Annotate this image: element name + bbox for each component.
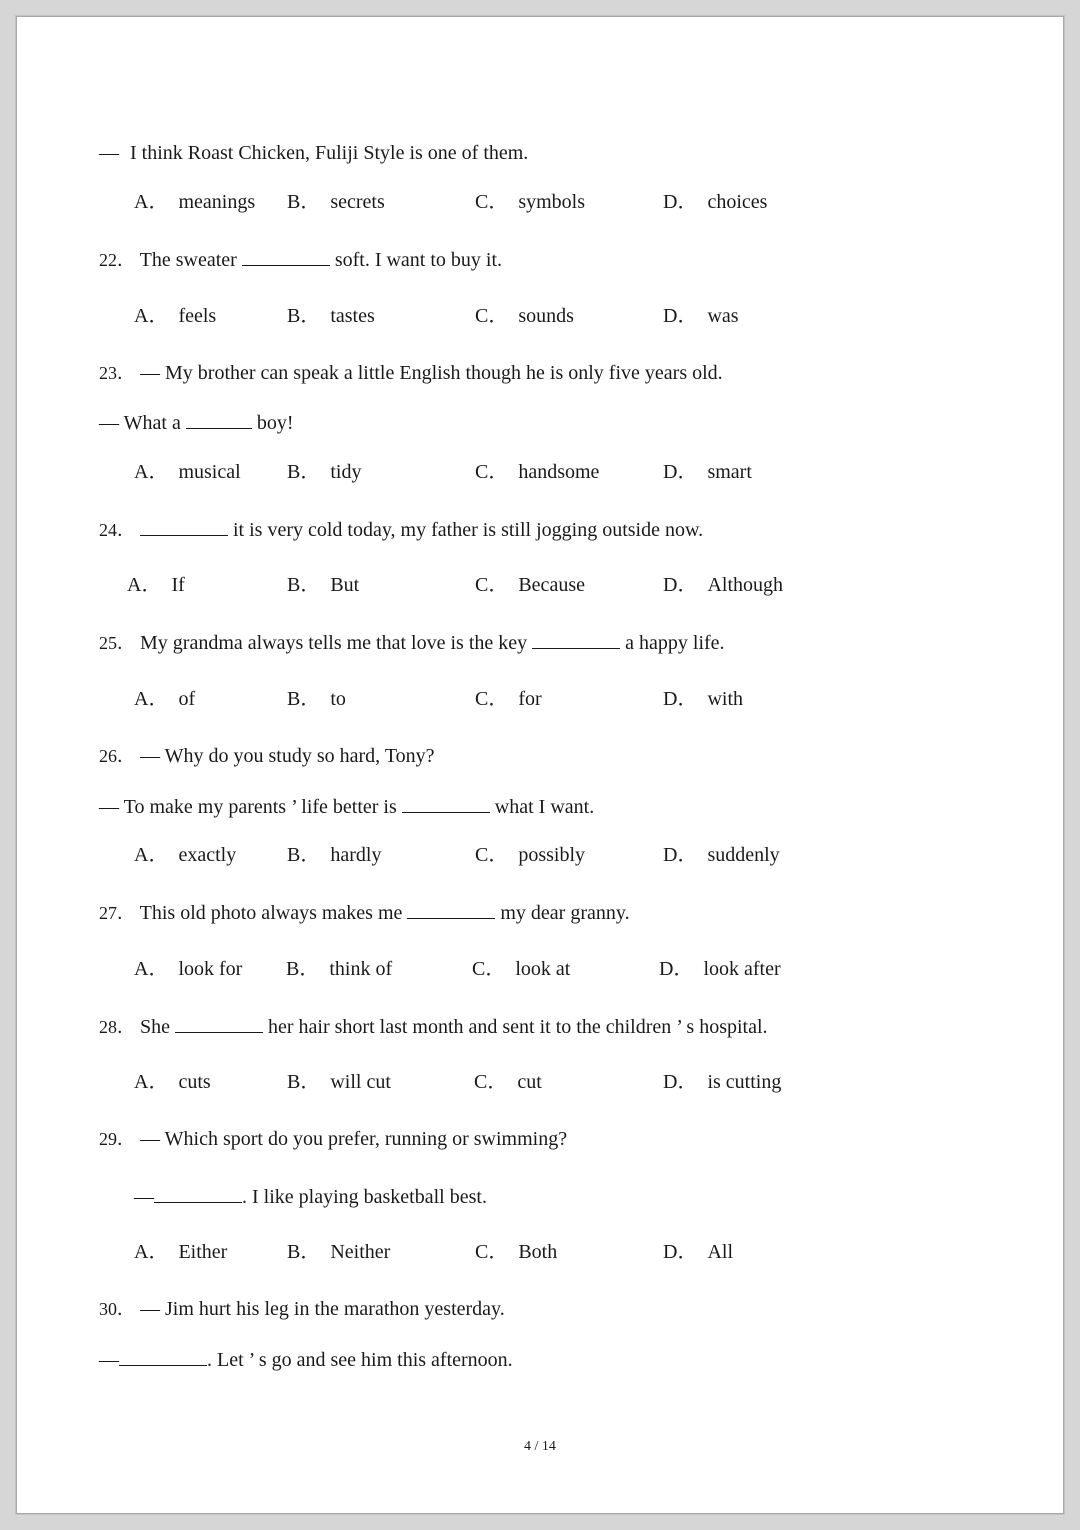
option-text: is cutting (707, 1071, 782, 1093)
question-30 (99, 1299, 505, 1319)
option-c[interactable] (475, 845, 585, 865)
option-text: musical (178, 461, 241, 483)
option-letter: D． (663, 1241, 698, 1263)
option-text: for (518, 688, 542, 710)
option-letter: A． (134, 191, 169, 213)
option-b[interactable] (287, 1242, 390, 1262)
question-text: — Why do you study so hard, Tony? (140, 745, 435, 767)
option-c[interactable] (472, 959, 570, 979)
option-text: tastes (330, 305, 375, 327)
option-d[interactable] (663, 575, 783, 595)
option-b[interactable] (286, 959, 392, 979)
question-29 (99, 1129, 567, 1149)
option-text: possibly (518, 844, 586, 866)
answer-blank[interactable] (407, 902, 495, 919)
option-text: Although (707, 574, 784, 596)
answer-blank[interactable] (140, 519, 228, 536)
question-number: 27． (99, 903, 135, 923)
reply-text: — (134, 1186, 154, 1208)
option-letter: A． (134, 688, 169, 710)
option-letter: D． (659, 958, 694, 980)
question-number: 29． (99, 1129, 135, 1149)
option-d[interactable] (663, 306, 739, 326)
page-number: 4 / 14 (524, 1439, 556, 1454)
option-letter: A． (134, 305, 169, 327)
option-c[interactable] (475, 192, 585, 212)
option-letter: C． (475, 574, 509, 596)
option-a[interactable] (134, 845, 236, 865)
answer-blank[interactable] (175, 1016, 263, 1033)
option-letter: C． (475, 305, 509, 327)
option-text: look for (178, 958, 243, 980)
option-letter: A． (134, 1071, 169, 1093)
option-c[interactable] (474, 1072, 542, 1092)
option-text: will cut (330, 1071, 391, 1093)
option-text: Both (518, 1241, 558, 1263)
option-text: look after (703, 958, 781, 980)
option-c[interactable] (475, 689, 542, 709)
option-c[interactable] (475, 1242, 557, 1262)
option-d[interactable] (663, 462, 752, 482)
option-letter: D． (663, 461, 698, 483)
option-letter: C． (475, 461, 509, 483)
exam-page (16, 16, 1064, 1514)
answer-blank[interactable] (186, 412, 252, 429)
option-text: sounds (518, 305, 574, 327)
question-28 (99, 1016, 768, 1037)
option-text: symbols (518, 191, 586, 213)
option-b[interactable] (287, 689, 346, 709)
reply-text: — To make my parents ’ life better is (99, 796, 397, 818)
option-text: choices (707, 191, 768, 213)
question-26-reply (99, 796, 594, 817)
option-a[interactable] (127, 575, 185, 595)
option-d[interactable] (663, 1242, 733, 1262)
option-letter: A． (134, 844, 169, 866)
answer-blank[interactable] (402, 796, 490, 813)
option-letter: B． (287, 844, 321, 866)
option-a[interactable] (134, 462, 241, 482)
option-letter: D． (663, 688, 698, 710)
question-text: The sweater (139, 249, 237, 271)
reply-text: . I like playing basketball best. (242, 1186, 487, 1208)
option-letter: B． (287, 305, 321, 327)
option-text: meanings (178, 191, 256, 213)
question-27 (99, 902, 630, 923)
option-letter: B． (287, 574, 321, 596)
question-number: 23． (99, 363, 135, 383)
question-text: My grandma always tells me that love is the key (140, 632, 528, 654)
option-c[interactable] (475, 462, 599, 482)
answer-blank[interactable] (154, 1186, 242, 1203)
question-number: 25． (99, 633, 135, 653)
option-b[interactable] (287, 1072, 391, 1092)
option-d[interactable] (663, 689, 743, 709)
option-letter: B． (287, 1241, 321, 1263)
option-a[interactable] (134, 959, 242, 979)
option-letter: A． (134, 461, 169, 483)
option-c[interactable] (475, 306, 574, 326)
reply-text: boy! (256, 412, 294, 434)
question-24 (99, 519, 703, 540)
option-letter: D． (663, 1071, 698, 1093)
question-25 (99, 632, 725, 653)
option-d[interactable] (663, 1072, 781, 1092)
option-c[interactable] (475, 575, 585, 595)
answer-blank[interactable] (532, 632, 620, 649)
reply-text: . Let ’ s go and see him this afternoon. (207, 1349, 513, 1371)
option-letter: C． (475, 844, 509, 866)
question-number: 28． (99, 1017, 135, 1037)
option-text: look at (515, 958, 571, 980)
option-text: cuts (178, 1071, 211, 1093)
option-letter: A． (127, 574, 162, 596)
option-letter: C． (475, 191, 509, 213)
question-number: 22． (99, 250, 135, 270)
option-d[interactable] (663, 845, 780, 865)
option-text: handsome (518, 461, 600, 483)
option-text: think of (329, 958, 393, 980)
option-text: with (707, 688, 744, 710)
reply-text: what I want. (494, 796, 595, 818)
question-text: it is very cold today, my father is still jogging outside now. (233, 519, 704, 541)
option-a[interactable] (134, 1072, 211, 1092)
question-text: — Which sport do you prefer, running or swimming? (140, 1128, 568, 1150)
option-text: smart (707, 461, 752, 483)
question-22 (99, 249, 502, 270)
question-29-reply (134, 1186, 487, 1207)
option-b[interactable] (287, 845, 381, 865)
question-text: her hair short last month and sent it to the children ’ s hospital. (268, 1016, 768, 1038)
option-letter: C． (474, 1071, 508, 1093)
reply-text: — What a (99, 412, 181, 434)
option-letter: D． (663, 305, 698, 327)
question-23-reply (99, 412, 294, 433)
option-b[interactable] (287, 575, 359, 595)
option-letter: B． (286, 958, 320, 980)
option-letter: C． (475, 688, 509, 710)
option-letter: B． (287, 688, 321, 710)
dash: — (99, 142, 119, 164)
option-text: hardly (330, 844, 382, 866)
option-d[interactable] (663, 192, 767, 212)
question-30-reply (99, 1349, 513, 1370)
option-text: cut (517, 1071, 542, 1093)
answer-blank[interactable] (119, 1349, 207, 1366)
answer-blank[interactable] (242, 249, 330, 266)
option-text: of (178, 688, 196, 710)
option-letter: D． (663, 844, 698, 866)
question-text: She (140, 1016, 170, 1038)
option-b[interactable] (287, 306, 375, 326)
question-text: a happy life. (625, 632, 725, 654)
question-number: 26． (99, 746, 135, 766)
option-letter: D． (663, 574, 698, 596)
option-letter: A． (134, 1241, 169, 1263)
option-a[interactable] (134, 1242, 227, 1262)
option-a[interactable] (134, 192, 255, 212)
question-text: — My brother can speak a little English though he is only five years old. (140, 362, 723, 384)
question-text: — Jim hurt his leg in the marathon yesterday. (140, 1298, 505, 1320)
option-b[interactable] (287, 192, 385, 212)
question-text: my dear granny. (500, 902, 630, 924)
option-text: All (707, 1241, 734, 1263)
option-letter: C． (475, 1241, 509, 1263)
question-23 (99, 363, 723, 383)
option-b[interactable] (287, 462, 361, 482)
option-text: exactly (178, 844, 237, 866)
option-text: to (330, 688, 346, 710)
option-text: feels (178, 305, 217, 327)
question-text: soft. I want to buy it. (334, 249, 503, 271)
option-letter: C． (472, 958, 506, 980)
option-text: If (171, 574, 185, 596)
option-d[interactable] (659, 959, 781, 979)
option-text: Neither (330, 1241, 391, 1263)
intro-text: I think Roast Chicken, Fuliji Style is one of them. (130, 142, 529, 164)
option-a[interactable] (134, 306, 216, 326)
option-text: secrets (330, 191, 385, 213)
option-letter: B． (287, 1071, 321, 1093)
intro-line (99, 143, 528, 163)
question-number: 30． (99, 1299, 135, 1319)
option-text: Because (518, 574, 585, 596)
option-text: suddenly (707, 844, 780, 866)
option-letter: A． (134, 958, 169, 980)
option-text: Either (178, 1241, 228, 1263)
option-text: But (330, 574, 360, 596)
question-number: 24． (99, 520, 135, 540)
option-text: tidy (330, 461, 362, 483)
option-letter: B． (287, 191, 321, 213)
question-26 (99, 746, 435, 766)
question-text: This old photo always makes me (139, 902, 403, 924)
option-letter: D． (663, 191, 698, 213)
reply-text: — (99, 1349, 119, 1371)
option-a[interactable] (134, 689, 195, 709)
option-letter: B． (287, 461, 321, 483)
option-text: was (707, 305, 739, 327)
